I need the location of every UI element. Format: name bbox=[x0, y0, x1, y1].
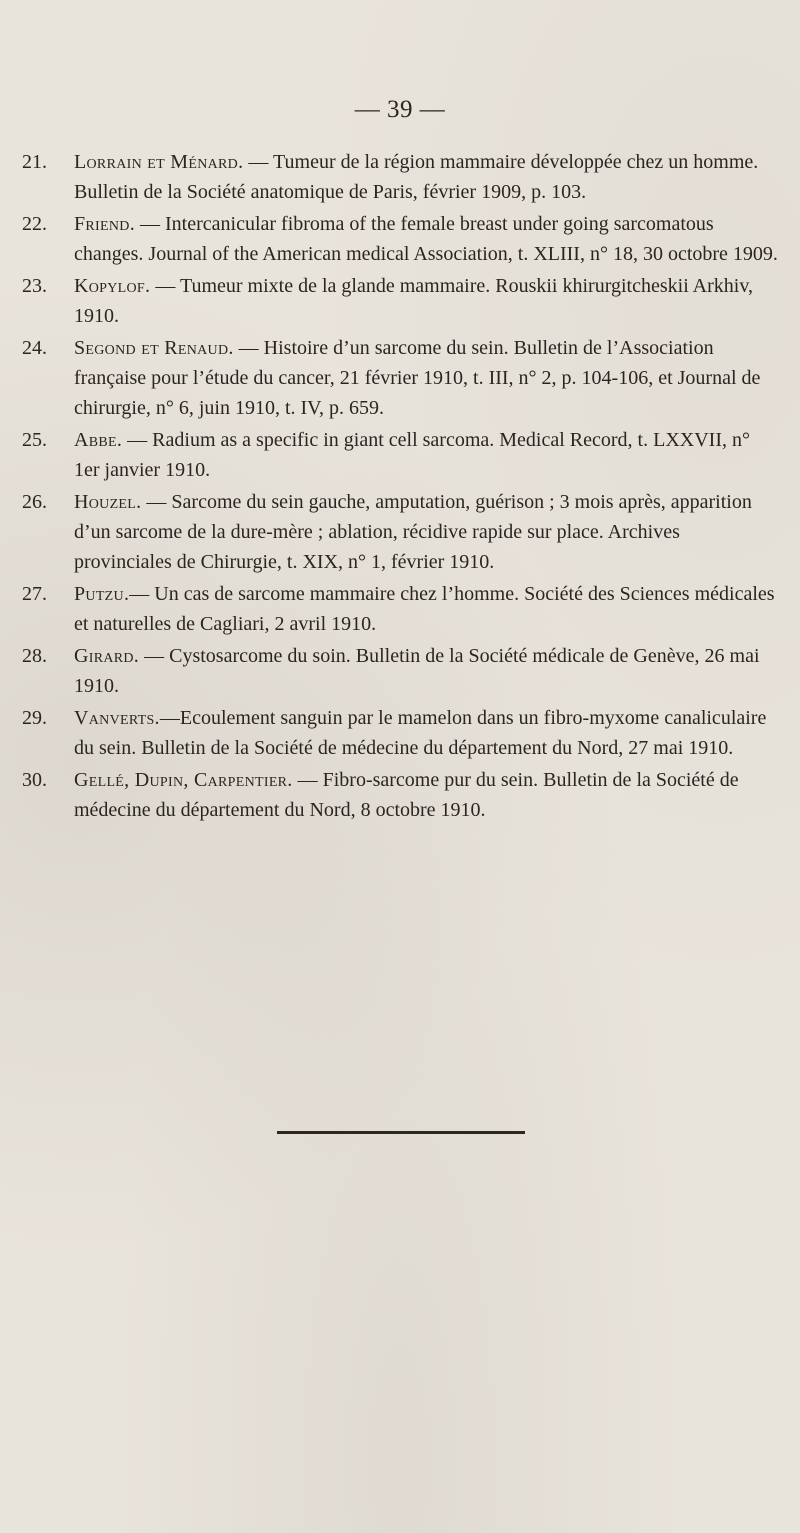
page-number: — 39 — bbox=[354, 96, 446, 123]
reference-item bbox=[22, 271, 778, 331]
reference-author: Abbe. bbox=[74, 429, 123, 451]
reference-number: 26. bbox=[22, 491, 47, 513]
reference-number: 28. bbox=[22, 645, 47, 667]
reference-item bbox=[22, 641, 778, 701]
reference-author: Putzu. bbox=[74, 583, 130, 605]
reference-item bbox=[22, 765, 778, 825]
reference-number: 22. bbox=[22, 213, 47, 235]
reference-author: Lorrain et Ménard. bbox=[74, 151, 244, 173]
reference-author: Friend. bbox=[74, 213, 135, 235]
reference-item bbox=[22, 579, 778, 639]
reference-list bbox=[22, 147, 778, 827]
reference-author: Gellé, Dupin, Carpentier. bbox=[74, 769, 293, 791]
reference-item bbox=[22, 487, 778, 577]
reference-item bbox=[22, 147, 778, 207]
reference-number: 27. bbox=[22, 583, 47, 605]
reference-text: — Un cas de sarcome mammaire chez l’homme. Société des Sciences médicales et naturelles de Cagliari, 2 avril 1910. bbox=[74, 583, 775, 635]
reference-number: 23. bbox=[22, 275, 47, 297]
reference-number: 24. bbox=[22, 337, 47, 359]
reference-text: — Tumeur mixte de la glande mammaire. Rouskii khirurgitcheskii Arkhiv, 1910. bbox=[74, 275, 754, 327]
reference-text: — Histoire d’un sarcome du sein. Bulletin de l’Association française pour l’étude du cancer, 21 février 1910, t. III, n° 2, p. 104-106, et Journal de chirurgie, n° 6, juin 1910, t. IV, p. 659. bbox=[74, 337, 761, 419]
reference-author: Houzel. bbox=[74, 491, 142, 513]
reference-item bbox=[22, 209, 778, 269]
reference-item bbox=[22, 425, 778, 485]
end-rule-divider bbox=[277, 1131, 525, 1134]
reference-author: Segond et Renaud. bbox=[74, 337, 234, 359]
reference-text: — Cystosarcome du soin. Bulletin de la Société médicale de Genève, 26 mai 1910. bbox=[74, 645, 760, 697]
reference-number: 25. bbox=[22, 429, 47, 451]
reference-text: — Intercanicular fibroma of the female breast under going sarcomatous changes. Journal of the American medical Association, t. XLIII, n° 18, 30 octobre 1909. bbox=[74, 213, 778, 265]
reference-number: 29. bbox=[22, 707, 47, 729]
reference-text: — Tumeur de la région mammaire développée chez un homme. Bulletin de la Société anatomique de Paris, février 1909, p. 103. bbox=[74, 151, 759, 203]
reference-text: — Sarcome du sein gauche, amputation, guérison ; 3 mois après, apparition d’un sarcome de la dure-mère ; ablation, récidive rapide sur place. Archives provinciales de Chirurgie, t. XIX, n° 1, février 1910. bbox=[74, 491, 752, 573]
reference-author: Vanverts. bbox=[74, 707, 160, 729]
reference-number: 30. bbox=[22, 769, 47, 791]
reference-text: — Radium as a specific in giant cell sarcoma. Medical Record, t. LXXVII, n° 1er janvier 1910. bbox=[74, 429, 750, 481]
reference-number: 21. bbox=[22, 151, 47, 173]
reference-text: — Fibro-sarcome pur du sein. Bulletin de la Société de médecine du département du Nord, 8 octobre 1910. bbox=[74, 769, 739, 821]
reference-text: —Ecoulement sanguin par le mamelon dans un fibro-myxome canaliculaire du sein. Bulletin de la Société de médecine du département du Nord, 27 mai 1910. bbox=[74, 707, 767, 759]
reference-item bbox=[22, 333, 778, 423]
reference-item bbox=[22, 703, 778, 763]
reference-author: Kopylof. bbox=[74, 275, 151, 297]
reference-author: Girard. bbox=[74, 645, 140, 667]
